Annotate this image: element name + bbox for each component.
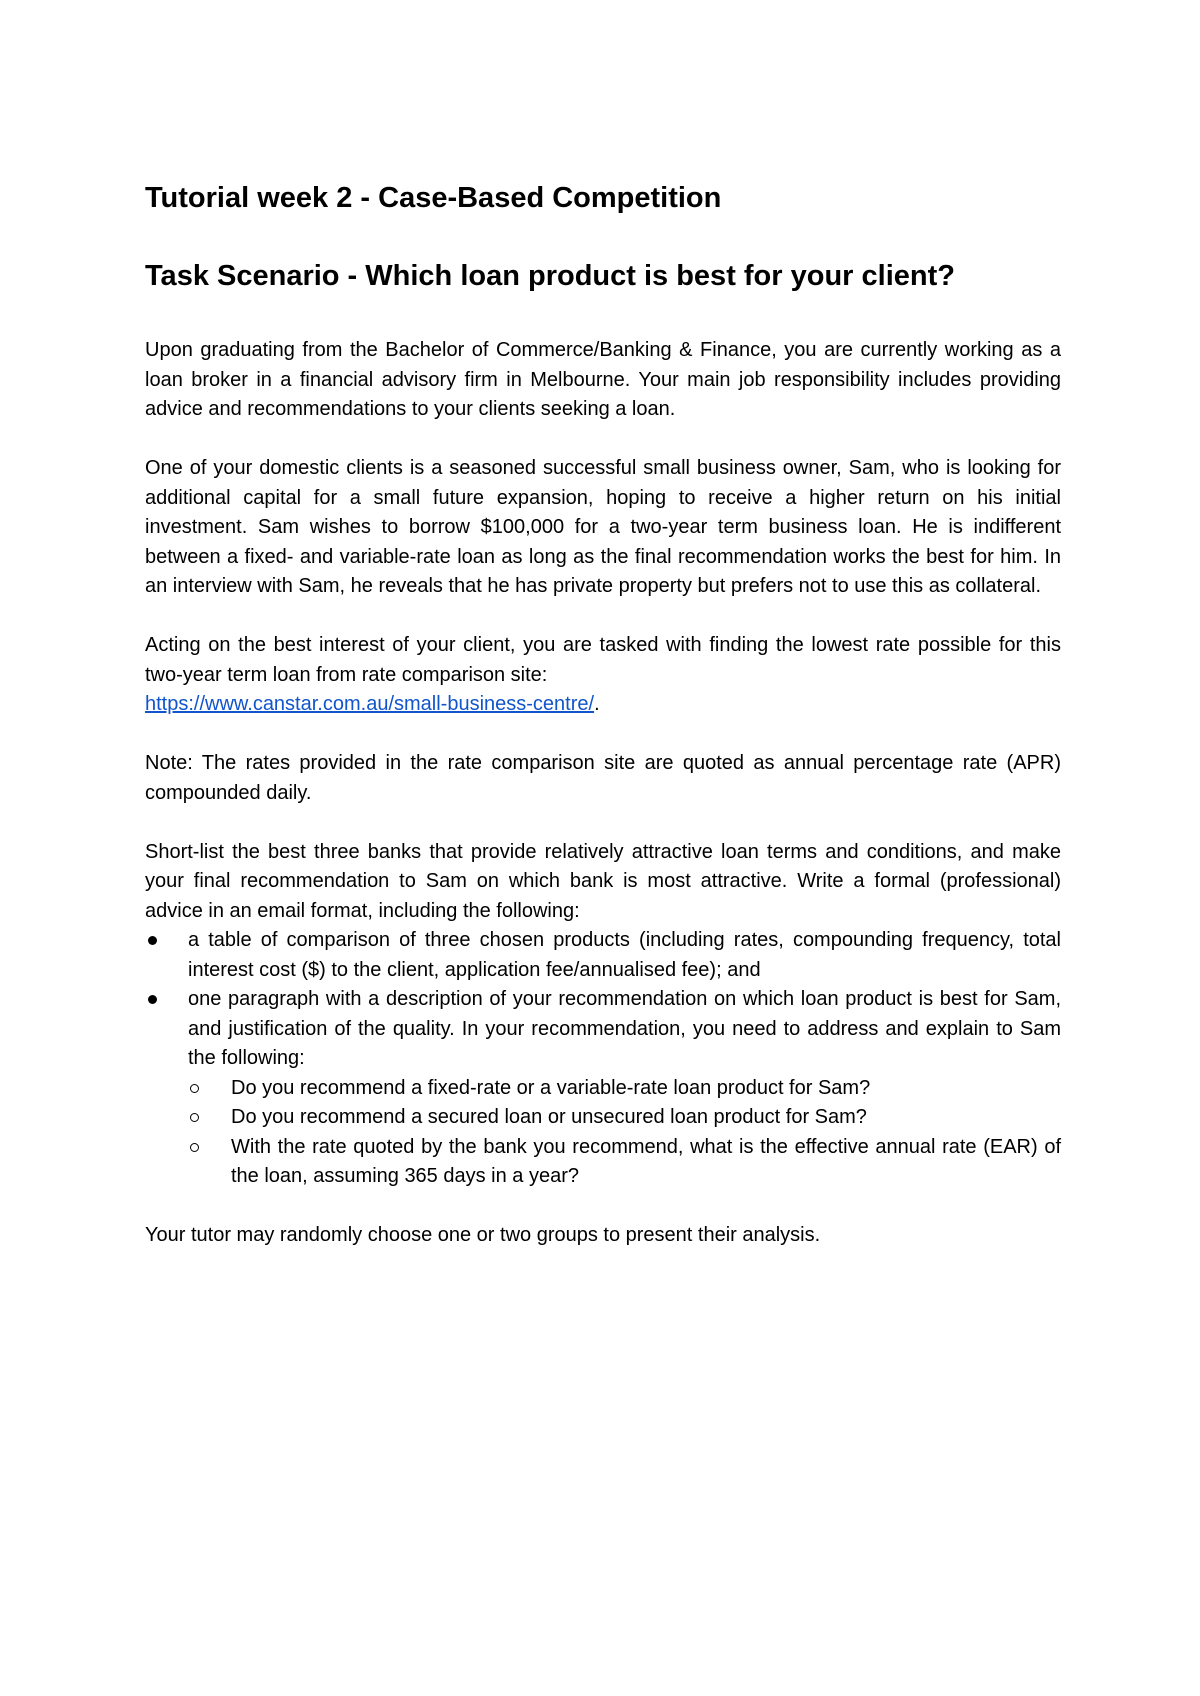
sub-bullet-text: Do you recommend a fixed-rate or a variable-rate loan product for Sam?: [231, 1076, 871, 1099]
sub-bullet-text: With the rate quoted by the bank you recommend, what is the effective annual rate (EAR) of the loan, assuming 365 days in a year?: [231, 1135, 1061, 1187]
bullet-circle-icon: [190, 1084, 199, 1093]
note-paragraph: Note: The rates provided in the rate comparison site are quoted as annual percentage rate (APR) compounded daily.: [145, 752, 1061, 804]
bullet-dot-icon: [148, 995, 157, 1004]
closing-paragraph: Your tutor may randomly choose one or two groups to present their analysis.: [145, 1224, 821, 1246]
task-scenario-heading: Task Scenario - Which loan product is best for your client?: [145, 260, 955, 292]
bullet-circle-icon: [190, 1143, 199, 1152]
intro-paragraph: Upon graduating from the Bachelor of Commerce/Banking & Finance, you are currently working as a loan broker in a financial advisory firm in Melbourne. Your main job responsibility includes providing advice and recommendations to your clients seeking a loan.: [145, 339, 1061, 420]
sub-bullet-text: Do you recommend a secured loan or unsecured loan product for Sam?: [231, 1106, 867, 1128]
recommendation-questions-list: [188, 1074, 1061, 1192]
task-paragraph: Acting on the best interest of your client, you are tasked with finding the lowest rate possible for this two-year term loan from rate comparison site:: [145, 634, 1061, 686]
requirements-list: [145, 926, 1061, 1192]
bullet-dot-icon: [148, 936, 157, 945]
document-title: Tutorial week 2 - Case-Based Competition: [145, 182, 722, 214]
document-page: [145, 178, 1061, 1251]
bullet-text: a table of comparison of three chosen products (including rates, compounding frequency, total interest cost ($) to the client, application fee/annualised fee); and: [188, 929, 1061, 981]
list-item: [145, 985, 1061, 1192]
sub-list-item: [188, 1103, 1061, 1133]
shortlist-paragraph: Short-list the best three banks that provide relatively attractive loan terms and conditions, and make your final recommendation to Sam on which bank is most attractive. Write a formal (professional) advice in an email format, including the following:: [145, 840, 1061, 922]
sub-list-item: [188, 1133, 1061, 1192]
client-paragraph: One of your domestic clients is a seasoned successful small business owner, Sam, who is looking for additional capital for a small future expansion, hoping to receive a higher return on his initial investment. Sam wishes to borrow $100,000 for a two-year term business loan. He is indifferent between a fixed- and variable-rate loan as long as the final recommendation works the best for him. In an interview with Sam, he reveals that he has private property but prefers not to use this as collateral.: [145, 457, 1061, 597]
list-item: [145, 926, 1061, 985]
bullet-circle-icon: [190, 1113, 199, 1122]
sub-list-item: [188, 1074, 1061, 1104]
canstar-link[interactable]: https://www.canstar.com.au/small-business-centre/: [145, 693, 595, 715]
link-line: [145, 690, 1061, 720]
bullet-text: one paragraph with a description of your recommendation on which loan product is best for Sam, and justification of the quality. In your recommendation, you need to address and explain to Sam the following:: [188, 988, 1061, 1069]
link-suffix: .: [594, 693, 600, 715]
